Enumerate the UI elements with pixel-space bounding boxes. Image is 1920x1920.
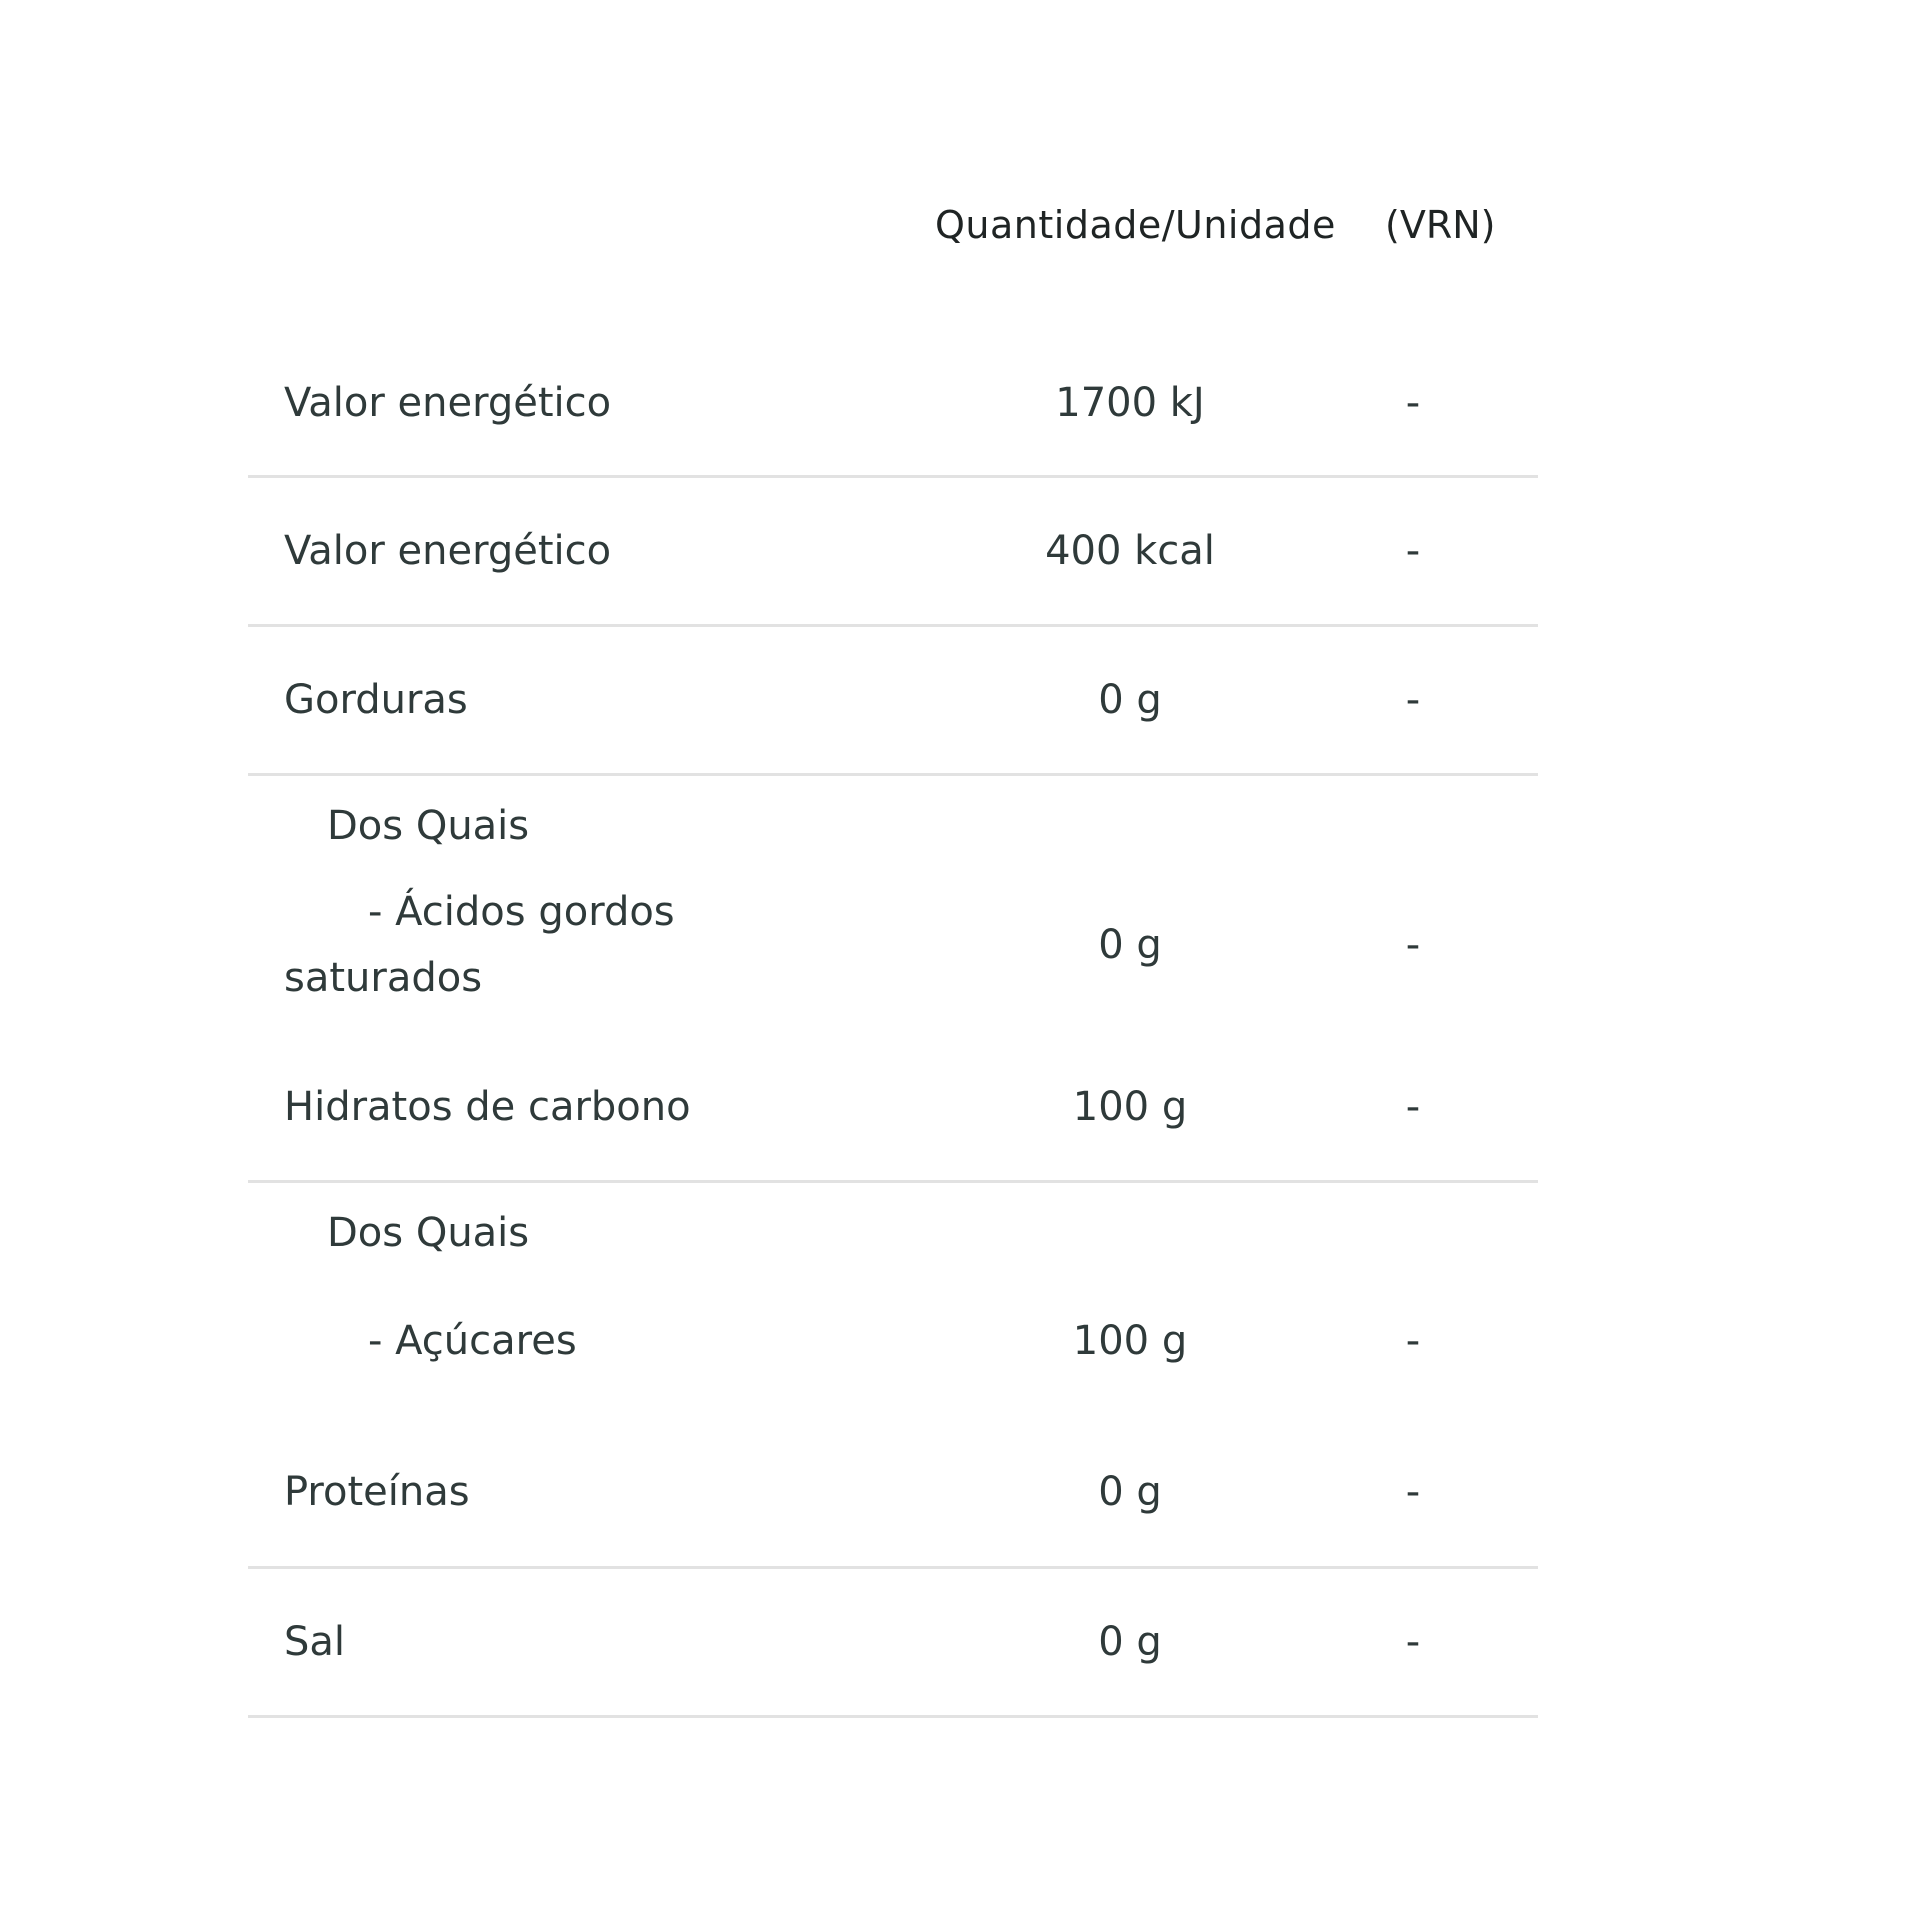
nutrient-name: Proteínas [284, 1469, 470, 1515]
nutrient-vrn: - [1405, 1318, 1421, 1364]
table-row [248, 478, 1538, 627]
nutrient-vrn: - [1405, 380, 1421, 426]
nutrient-name: Valor energético [284, 528, 612, 574]
nutrient-vrn: - [1405, 922, 1421, 968]
nutrient-name: Gorduras [284, 677, 468, 723]
nutrient-name: Valor energético [284, 380, 612, 426]
table-header [248, 203, 1538, 253]
nutrient-vrn: - [1405, 528, 1421, 574]
table-row [248, 776, 1538, 1036]
nutrient-vrn: - [1405, 1469, 1421, 1515]
nutrient-name-line2: saturados [284, 955, 483, 1001]
nutrient-quantity: 400 kcal [1045, 528, 1215, 574]
group-label: Dos Quais [327, 803, 530, 849]
nutrient-vrn: - [1405, 1619, 1421, 1665]
quantity-column-header: Quantidade/Unidade [935, 203, 1336, 247]
group-label: Dos Quais [327, 1210, 530, 1256]
nutrient-quantity: 0 g [1098, 1469, 1162, 1515]
nutrient-quantity: 100 g [1072, 1318, 1188, 1364]
table-row [248, 1183, 1538, 1423]
nutrient-quantity: 100 g [1072, 1084, 1188, 1130]
vrn-column-header: (VRN) [1385, 203, 1496, 247]
nutrient-name: - Açúcares [368, 1318, 577, 1364]
nutrient-quantity: 1700 kJ [1055, 380, 1205, 426]
table-row [248, 627, 1538, 776]
table-row [248, 1424, 1538, 1569]
nutrient-quantity: 0 g [1098, 677, 1162, 723]
nutrient-name: Sal [284, 1619, 346, 1665]
nutrient-quantity: 0 g [1098, 1619, 1162, 1665]
nutrient-name-line1: - Ácidos gordos [368, 889, 675, 935]
table-row [248, 335, 1538, 478]
nutrient-vrn: - [1405, 677, 1421, 723]
table-row [248, 1036, 1538, 1183]
table-row [248, 1569, 1538, 1718]
nutrient-quantity: 0 g [1098, 922, 1162, 968]
nutrient-vrn: - [1405, 1084, 1421, 1130]
nutrient-name: Hidratos de carbono [284, 1084, 691, 1130]
